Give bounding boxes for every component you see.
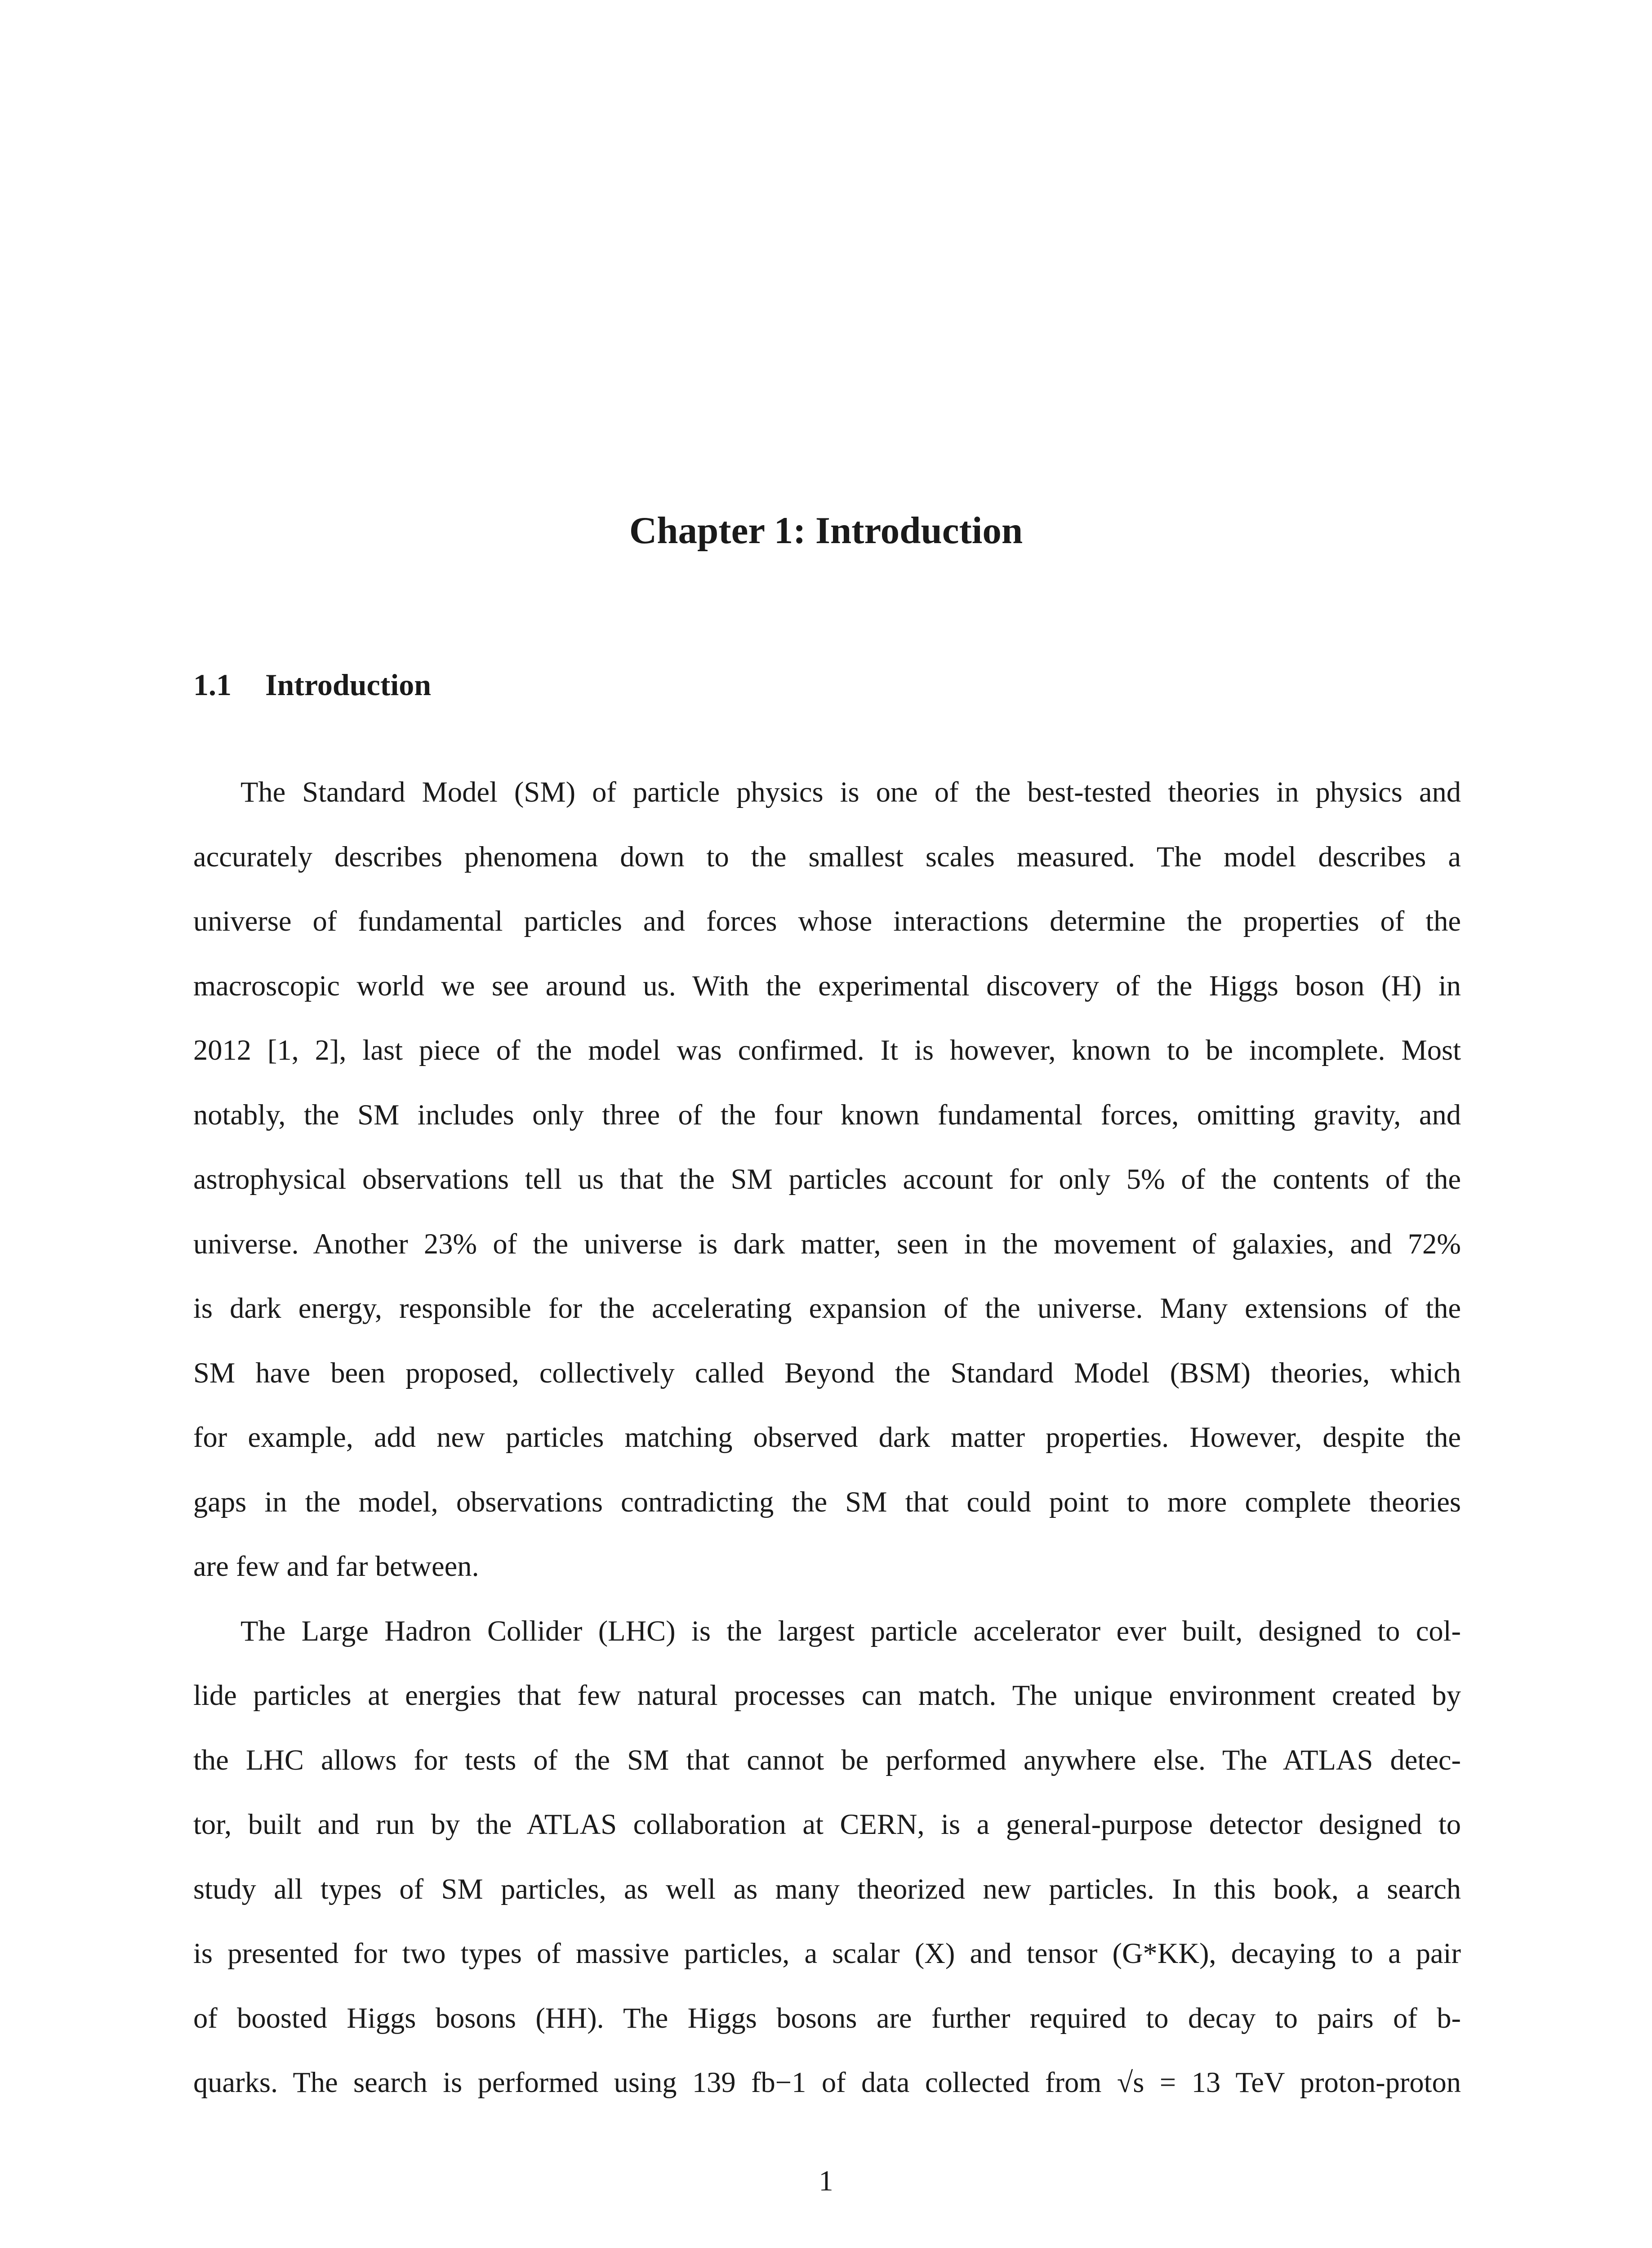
text-line: notably, the SM includes only three of the four known fundamental forces, omitting gravity, and [193, 1098, 1461, 1131]
text-line: gaps in the model, observations contradicting the SM that could point to more complete theories [193, 1485, 1461, 1518]
page-number: 1 [819, 2165, 833, 2197]
text-line: universe of fundamental particles and forces whose interactions determine the properties of the [193, 905, 1461, 937]
chapter-title: Chapter 1: Introduction [629, 509, 1023, 552]
text-line: of boosted Higgs bosons (HH). The Higgs bosons are further required to decay to pairs of b- [193, 2002, 1461, 2034]
text-line: the LHC allows for tests of the SM that cannot be performed anywhere else. The ATLAS detec- [193, 1744, 1461, 1776]
text-line: 2012 [1, 2], last piece of the model was confirmed. It is however, known to be incomplete. Most [193, 1034, 1461, 1066]
text-line: macroscopic world we see around us. With the experimental discovery of the Higgs boson (H) in [193, 969, 1461, 1002]
section-heading [193, 665, 431, 705]
text-line: is presented for two types of massive particles, a scalar (X) and tensor (G*KK), decaying to a pair [193, 1937, 1461, 1969]
section-title: Introduction [265, 668, 432, 702]
text-line: study all types of SM particles, as well as many theorized new particles. In this book, a search [193, 1873, 1461, 1905]
paragraph-1 [193, 760, 1461, 1599]
text-line: tor, built and run by the ATLAS collaboration at CERN, is a general-purpose detector designed to [193, 1808, 1461, 1840]
text-line: are few and far between. [193, 1550, 479, 1582]
body-text [193, 760, 1461, 2115]
text-line: accurately describes phenomena down to the smallest scales measured. The model describes a [193, 840, 1461, 873]
text-line: The Standard Model (SM) of particle physics is one of the best-tested theories in physics and [240, 776, 1461, 808]
text-line: SM have been proposed, collectively called Beyond the Standard Model (BSM) theories, which [193, 1356, 1461, 1389]
text-line: for example, add new particles matching observed dark matter properties. However, despite the [193, 1421, 1461, 1453]
paragraph-2 [193, 1599, 1461, 2115]
text-line: universe. Another 23% of the universe is dark matter, seen in the movement of galaxies, and 72% [193, 1227, 1461, 1260]
text-line: astrophysical observations tell us that the SM particles account for only 5% of the contents of the [193, 1163, 1461, 1195]
text-line: lide particles at energies that few natural processes can match. The unique environment created by [193, 1679, 1461, 1711]
text-line: The Large Hadron Collider (LHC) is the largest particle accelerator ever built, designed to col- [240, 1615, 1461, 1647]
section-number: 1.1 [193, 668, 232, 702]
text-line: is dark energy, responsible for the accelerating expansion of the universe. Many extensions of the [193, 1292, 1461, 1324]
text-line: quarks. The search is performed using 139 fb−1 of data collected from √s = 13 TeV proton-proton [193, 2066, 1461, 2098]
